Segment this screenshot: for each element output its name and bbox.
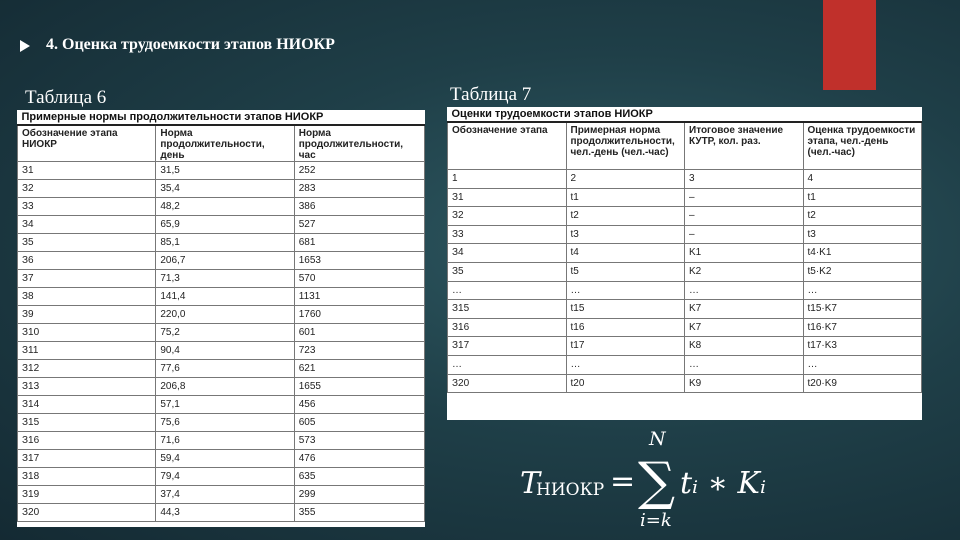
- t6-cell: З11: [18, 342, 156, 360]
- t6-cell: З2: [18, 180, 156, 198]
- t7-cell: –: [685, 225, 804, 244]
- t6-cell: 573: [294, 432, 424, 450]
- t7-cell: t1: [566, 188, 685, 207]
- table-row: [448, 374, 922, 393]
- t6-cell: З15: [18, 414, 156, 432]
- t7-cell: K7: [685, 300, 804, 319]
- t7-cell: K2: [685, 262, 804, 281]
- formula-lhs-subscript: НИОКР: [536, 480, 605, 500]
- t7-cell: З2: [448, 207, 567, 226]
- t7-cell: З1: [448, 188, 567, 207]
- t7-cell: 2: [566, 170, 685, 189]
- t7-cell: 4: [803, 170, 922, 189]
- t6-cell: 35,4: [156, 180, 294, 198]
- t6-cell: З6: [18, 252, 156, 270]
- t6-cell: З19: [18, 486, 156, 504]
- table-row: [18, 234, 425, 252]
- t7-cell: t20·K9: [803, 374, 922, 393]
- t6-cell: 1653: [294, 252, 424, 270]
- t6-cell: 386: [294, 198, 424, 216]
- t6-cell: 75,6: [156, 414, 294, 432]
- table-row: [448, 244, 922, 263]
- table-row: [18, 432, 425, 450]
- t6-cell: З16: [18, 432, 156, 450]
- t7-cell: K8: [685, 337, 804, 356]
- t6-cell: З7: [18, 270, 156, 288]
- table-row: [448, 281, 922, 300]
- table6: [17, 110, 425, 527]
- t6-cell: З5: [18, 234, 156, 252]
- t6-cell: 57,1: [156, 396, 294, 414]
- t7-cell: …: [566, 355, 685, 374]
- table-row: [18, 270, 425, 288]
- table-row: [18, 504, 425, 522]
- table-row: [18, 180, 425, 198]
- table7: [447, 107, 922, 420]
- t6-cell: З4: [18, 216, 156, 234]
- t6-cell: З18: [18, 468, 156, 486]
- t6-cell: 48,2: [156, 198, 294, 216]
- table-row: [448, 300, 922, 319]
- t6-cell: 1760: [294, 306, 424, 324]
- t6-cell: 476: [294, 450, 424, 468]
- t6-header-cell: Обозначение этапа НИОКР: [18, 125, 156, 162]
- t7-cell: З5: [448, 262, 567, 281]
- table-row: [18, 324, 425, 342]
- table-row: [18, 378, 425, 396]
- table-row: [18, 252, 425, 270]
- formula-equals: =: [610, 464, 636, 499]
- t7-cell: t5·K2: [803, 262, 922, 281]
- t7-cell: 3: [685, 170, 804, 189]
- t7-cell: …: [685, 281, 804, 300]
- t6-cell: 206,7: [156, 252, 294, 270]
- t7-cell: t1: [803, 188, 922, 207]
- t7-header-cell: Обозначение этапа: [448, 122, 567, 170]
- t7-cell: t3: [566, 225, 685, 244]
- t6-cell: 605: [294, 414, 424, 432]
- accent-bar: [823, 0, 876, 90]
- t7-cell: t16: [566, 318, 685, 337]
- table-row: [18, 486, 425, 504]
- t7-cell: t4·K1: [803, 244, 922, 263]
- t6-cell: 635: [294, 468, 424, 486]
- t6-cell: 1655: [294, 378, 424, 396]
- t6-cell: 37,4: [156, 486, 294, 504]
- table-row: [448, 318, 922, 337]
- table-row: [448, 225, 922, 244]
- t7-cell: …: [566, 281, 685, 300]
- t7-cell: …: [448, 281, 567, 300]
- t6-cell: 601: [294, 324, 424, 342]
- sum-symbol: ∑: [638, 452, 676, 512]
- table-row: [18, 414, 425, 432]
- table-row: [18, 342, 425, 360]
- t7-cell: t2: [803, 207, 922, 226]
- t7-cell: 1: [448, 170, 567, 189]
- t7-header-cell: Оценка трудоемкости этапа, чел.-день (чел.-час): [803, 122, 922, 170]
- t6-cell: 65,9: [156, 216, 294, 234]
- t6-cell: З14: [18, 396, 156, 414]
- t6-cell: 75,2: [156, 324, 294, 342]
- t6-cell: 1131: [294, 288, 424, 306]
- t6-cell: 85,1: [156, 234, 294, 252]
- t6-cell: З12: [18, 360, 156, 378]
- t6-cell: 283: [294, 180, 424, 198]
- t6-cell: 299: [294, 486, 424, 504]
- table-row: [18, 216, 425, 234]
- t6-cell: 31,5: [156, 162, 294, 180]
- t7-cell: t15·K7: [803, 300, 922, 319]
- t7-cell: З16: [448, 318, 567, 337]
- t6-cell: 527: [294, 216, 424, 234]
- bullet-arrow-icon: [20, 40, 30, 52]
- t6-cell: 355: [294, 504, 424, 522]
- table-row: [448, 170, 922, 189]
- t7-cell: t15: [566, 300, 685, 319]
- formula-lower-limit: i=k: [640, 510, 672, 531]
- table-row: [18, 198, 425, 216]
- t6-cell: 621: [294, 360, 424, 378]
- t7-cell: t3: [803, 225, 922, 244]
- formula-body: tᵢ ∗ Kᵢ: [680, 466, 767, 501]
- t7-cell: З3: [448, 225, 567, 244]
- t7-cell: t16·K7: [803, 318, 922, 337]
- table-row: [448, 355, 922, 374]
- t6-cell: З20: [18, 504, 156, 522]
- t7-cell: t4: [566, 244, 685, 263]
- t7-cell: K7: [685, 318, 804, 337]
- t6-cell: З1: [18, 162, 156, 180]
- t7-cell: З15: [448, 300, 567, 319]
- t6-cell: З8: [18, 288, 156, 306]
- t6-cell: 681: [294, 234, 424, 252]
- t7-cell: t20: [566, 374, 685, 393]
- t6-cell: 141,4: [156, 288, 294, 306]
- t6-cell: 44,3: [156, 504, 294, 522]
- t6-cell: 456: [294, 396, 424, 414]
- t7-header-cell: Примерная норма продолжительности, чел.-день (чел.-час): [566, 122, 685, 170]
- table-row: [18, 306, 425, 324]
- t6-cell: З9: [18, 306, 156, 324]
- table-row: [18, 162, 425, 180]
- t7-cell: …: [448, 355, 567, 374]
- t7-cell: t5: [566, 262, 685, 281]
- table6-title: Примерные нормы продолжительности этапов НИОКР: [18, 110, 425, 125]
- table-row: [448, 207, 922, 226]
- t6-cell: З17: [18, 450, 156, 468]
- t7-header-cell: Итоговое значение КУТР, кол. раз.: [685, 122, 804, 170]
- t7-cell: –: [685, 207, 804, 226]
- t6-cell: 220,0: [156, 306, 294, 324]
- t6-cell: 570: [294, 270, 424, 288]
- table-row: [448, 337, 922, 356]
- t7-cell: …: [803, 355, 922, 374]
- t6-cell: 71,6: [156, 432, 294, 450]
- t7-cell: З17: [448, 337, 567, 356]
- table-row: [18, 396, 425, 414]
- t6-cell: 59,4: [156, 450, 294, 468]
- table-row: [448, 188, 922, 207]
- t6-cell: 252: [294, 162, 424, 180]
- t6-header-cell: Норма продолжительности, час: [294, 125, 424, 162]
- table-row: [448, 262, 922, 281]
- t6-cell: З10: [18, 324, 156, 342]
- t6-cell: 71,3: [156, 270, 294, 288]
- table-row: [18, 360, 425, 378]
- t6-cell: З13: [18, 378, 156, 396]
- t7-cell: t2: [566, 207, 685, 226]
- t7-cell: K9: [685, 374, 804, 393]
- formula-lhs: T: [520, 466, 541, 501]
- t6-cell: 79,4: [156, 468, 294, 486]
- table-row: [18, 288, 425, 306]
- t7-cell: З20: [448, 374, 567, 393]
- t6-cell: 77,6: [156, 360, 294, 378]
- t6-header-cell: Норма продолжительности, день: [156, 125, 294, 162]
- table7-caption: Таблица 7: [450, 84, 532, 105]
- t7-cell: З4: [448, 244, 567, 263]
- table6-caption: Таблица 6: [25, 87, 107, 108]
- t6-cell: 90,4: [156, 342, 294, 360]
- t7-cell: …: [685, 355, 804, 374]
- t7-cell: …: [803, 281, 922, 300]
- t7-cell: t17·K3: [803, 337, 922, 356]
- table7-title: Оценки трудоемкости этапов НИОКР: [448, 107, 922, 122]
- t6-cell: З3: [18, 198, 156, 216]
- t7-cell: K1: [685, 244, 804, 263]
- t6-cell: 206,8: [156, 378, 294, 396]
- formula-upper-limit: N: [649, 428, 666, 450]
- t7-cell: –: [685, 188, 804, 207]
- t7-cell: t17: [566, 337, 685, 356]
- table-row: [18, 450, 425, 468]
- t6-cell: 723: [294, 342, 424, 360]
- table-row: [18, 468, 425, 486]
- slide-heading: 4. Оценка трудоемкости этапов НИОКР: [46, 36, 335, 53]
